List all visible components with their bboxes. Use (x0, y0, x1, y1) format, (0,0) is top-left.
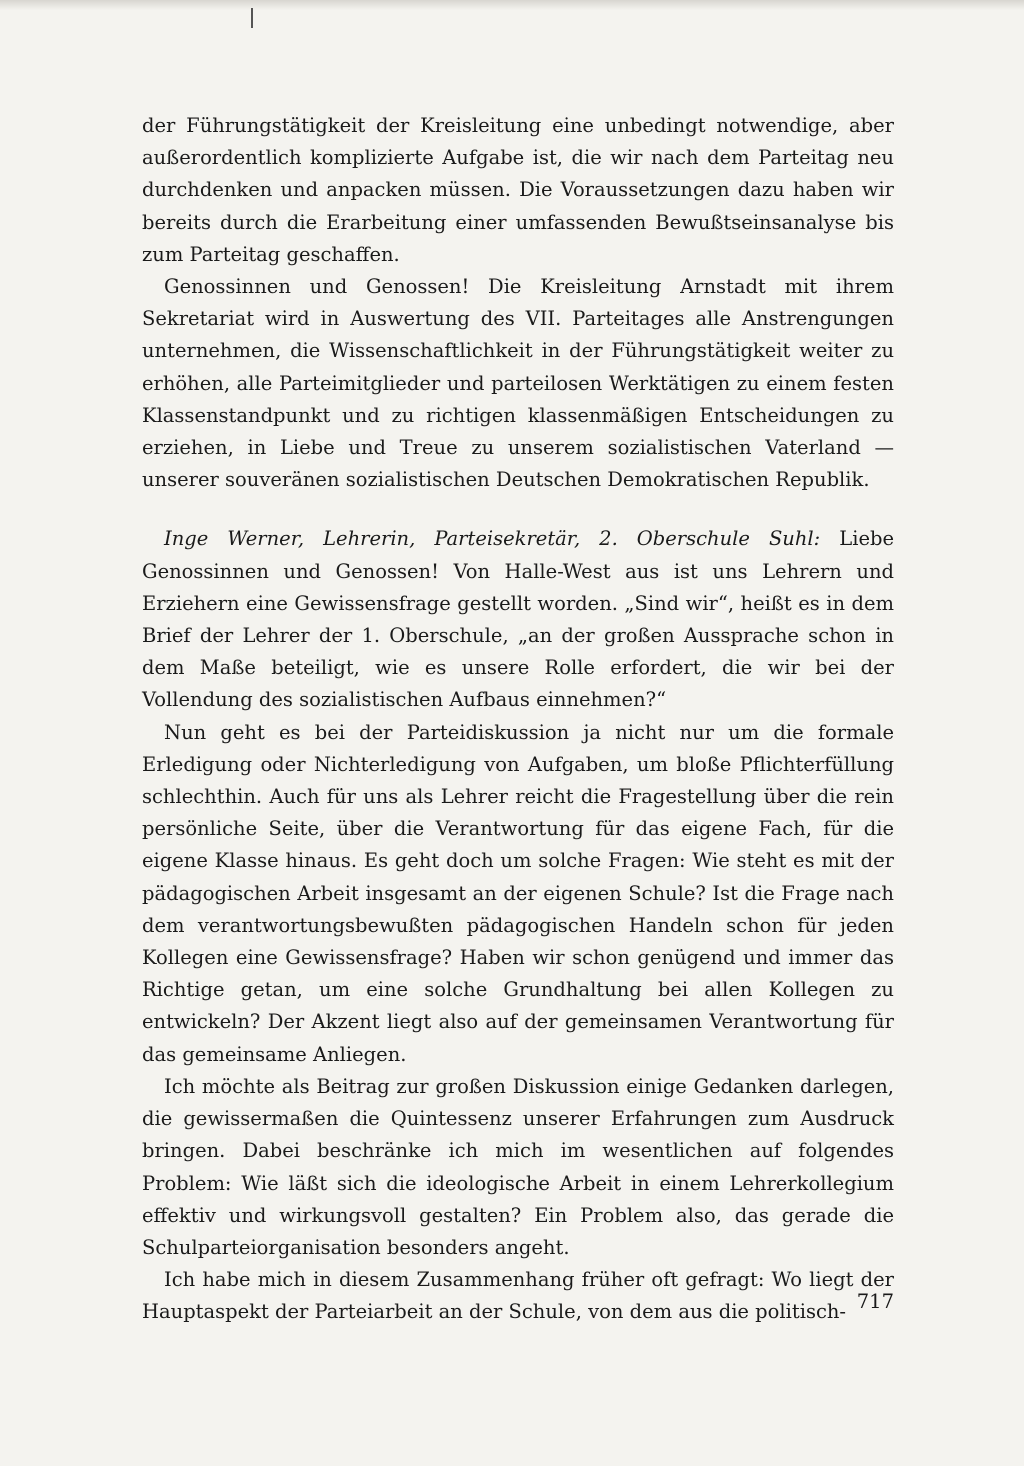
body-text (142, 110, 894, 1329)
paragraph-hauptaspekt: Ich habe mich in diesem Zusammenhang früher oft gefragt: Wo liegt der Hauptaspekt der Parteiarbeit an der Schule, von dem aus die politisch- (142, 1268, 894, 1324)
paragraph-kreisleitung: Genossinnen und Genossen! Die Kreisleitung Arnstadt mit ihrem Sekretariat wird in Auswertung des VII. Parteitages alle Anstrengungen unternehmen, die Wissenschaftlichkeit in der Führungstätigkeit weiter zu erhöhen, alle Parteimitglieder und parteilosen Werktätigen zu einem festen Klassenstandpunkt und zu richtigen klassenmäßigen Entscheidungen zu erziehen, in Liebe und Treue zu unserem sozialistischen Vaterland — unserer souveränen sozialistischen Deutschen Demokratischen Republik. (142, 275, 894, 492)
speaker-intro-text: Liebe Genossinnen und Genossen! Von Halle-West aus ist uns Lehrern und Erziehern eine Gewissensfrage gestellt worden. „Sind wir“, heißt es in dem Brief der Lehrer der 1. Oberschule, „an der großen Aussprache schon in dem Maße beteiligt, wie es unsere Rolle erfordert, die wir bei der Vollendung des sozialistischen Aufbaus einnehmen?“ (142, 527, 895, 712)
paragraph-parteidiskussion: Nun geht es bei der Parteidiskussion ja nicht nur um die formale Erledigung oder Nichterledigung von Aufgaben, um bloße Pflichterfüllung schlechthin. Auch für uns als Lehrer reicht die Fragestellung über die rein persönliche Seite, über die Verantwortung für das eigene Fach, für die eigene Klasse hinaus. Es geht doch um solche Fragen: Wie steht es mit der pädagogischen Arbeit insgesamt an der eigenen Schule? Ist die Frage nach dem verantwortungsbewußten pädagogischen Handeln schon für jeden Kollegen eine Gewissensfrage? Haben wir schon genügend und immer das Richtige getan, um eine solche Grundhaltung bei allen Kollegen zu entwickeln? Der Akzent liegt also auf der gemeinsamen Verantwortung für das gemeinsame Anliegen. (142, 720, 894, 1066)
paragraph-beitrag: Ich möchte als Beitrag zur großen Diskussion einige Gedanken darlegen, die gewissermaßen die Quintessenz unserer Erfahrungen zum Ausdruck bringen. Dabei beschränke ich mich im wesentlichen auf folgendes Problem: Wie läßt sich die ideologische Arbeit in einem Lehrerkollegium effektiv und wirkungsvoll gestalten? Ein Problem also, das gerade die Schulparteiorganisation besonders angeht. (142, 1074, 894, 1259)
paragraph-continuation: der Führungstätigkeit der Kreisleitung eine unbedingt notwendige, aber außerordentlich komplizierte Aufgabe ist, die wir nach dem Parteitag neu durchdenken und anpacken müssen. Die Voraussetzungen dazu haben wir bereits durch die Erarbeitung einer umfassenden Bewußtseinsanalyse bis zum Parteitag geschaffen. (142, 114, 894, 266)
paragraph-speaker-intro (142, 523, 894, 716)
page-number: 717 (856, 1290, 894, 1313)
scan-top-edge (0, 0, 1024, 10)
speaker-name: Inge Werner, Lehrerin, Parteisekretär, 2. Oberschule Suhl: (164, 527, 821, 551)
scan-mark (251, 8, 253, 28)
